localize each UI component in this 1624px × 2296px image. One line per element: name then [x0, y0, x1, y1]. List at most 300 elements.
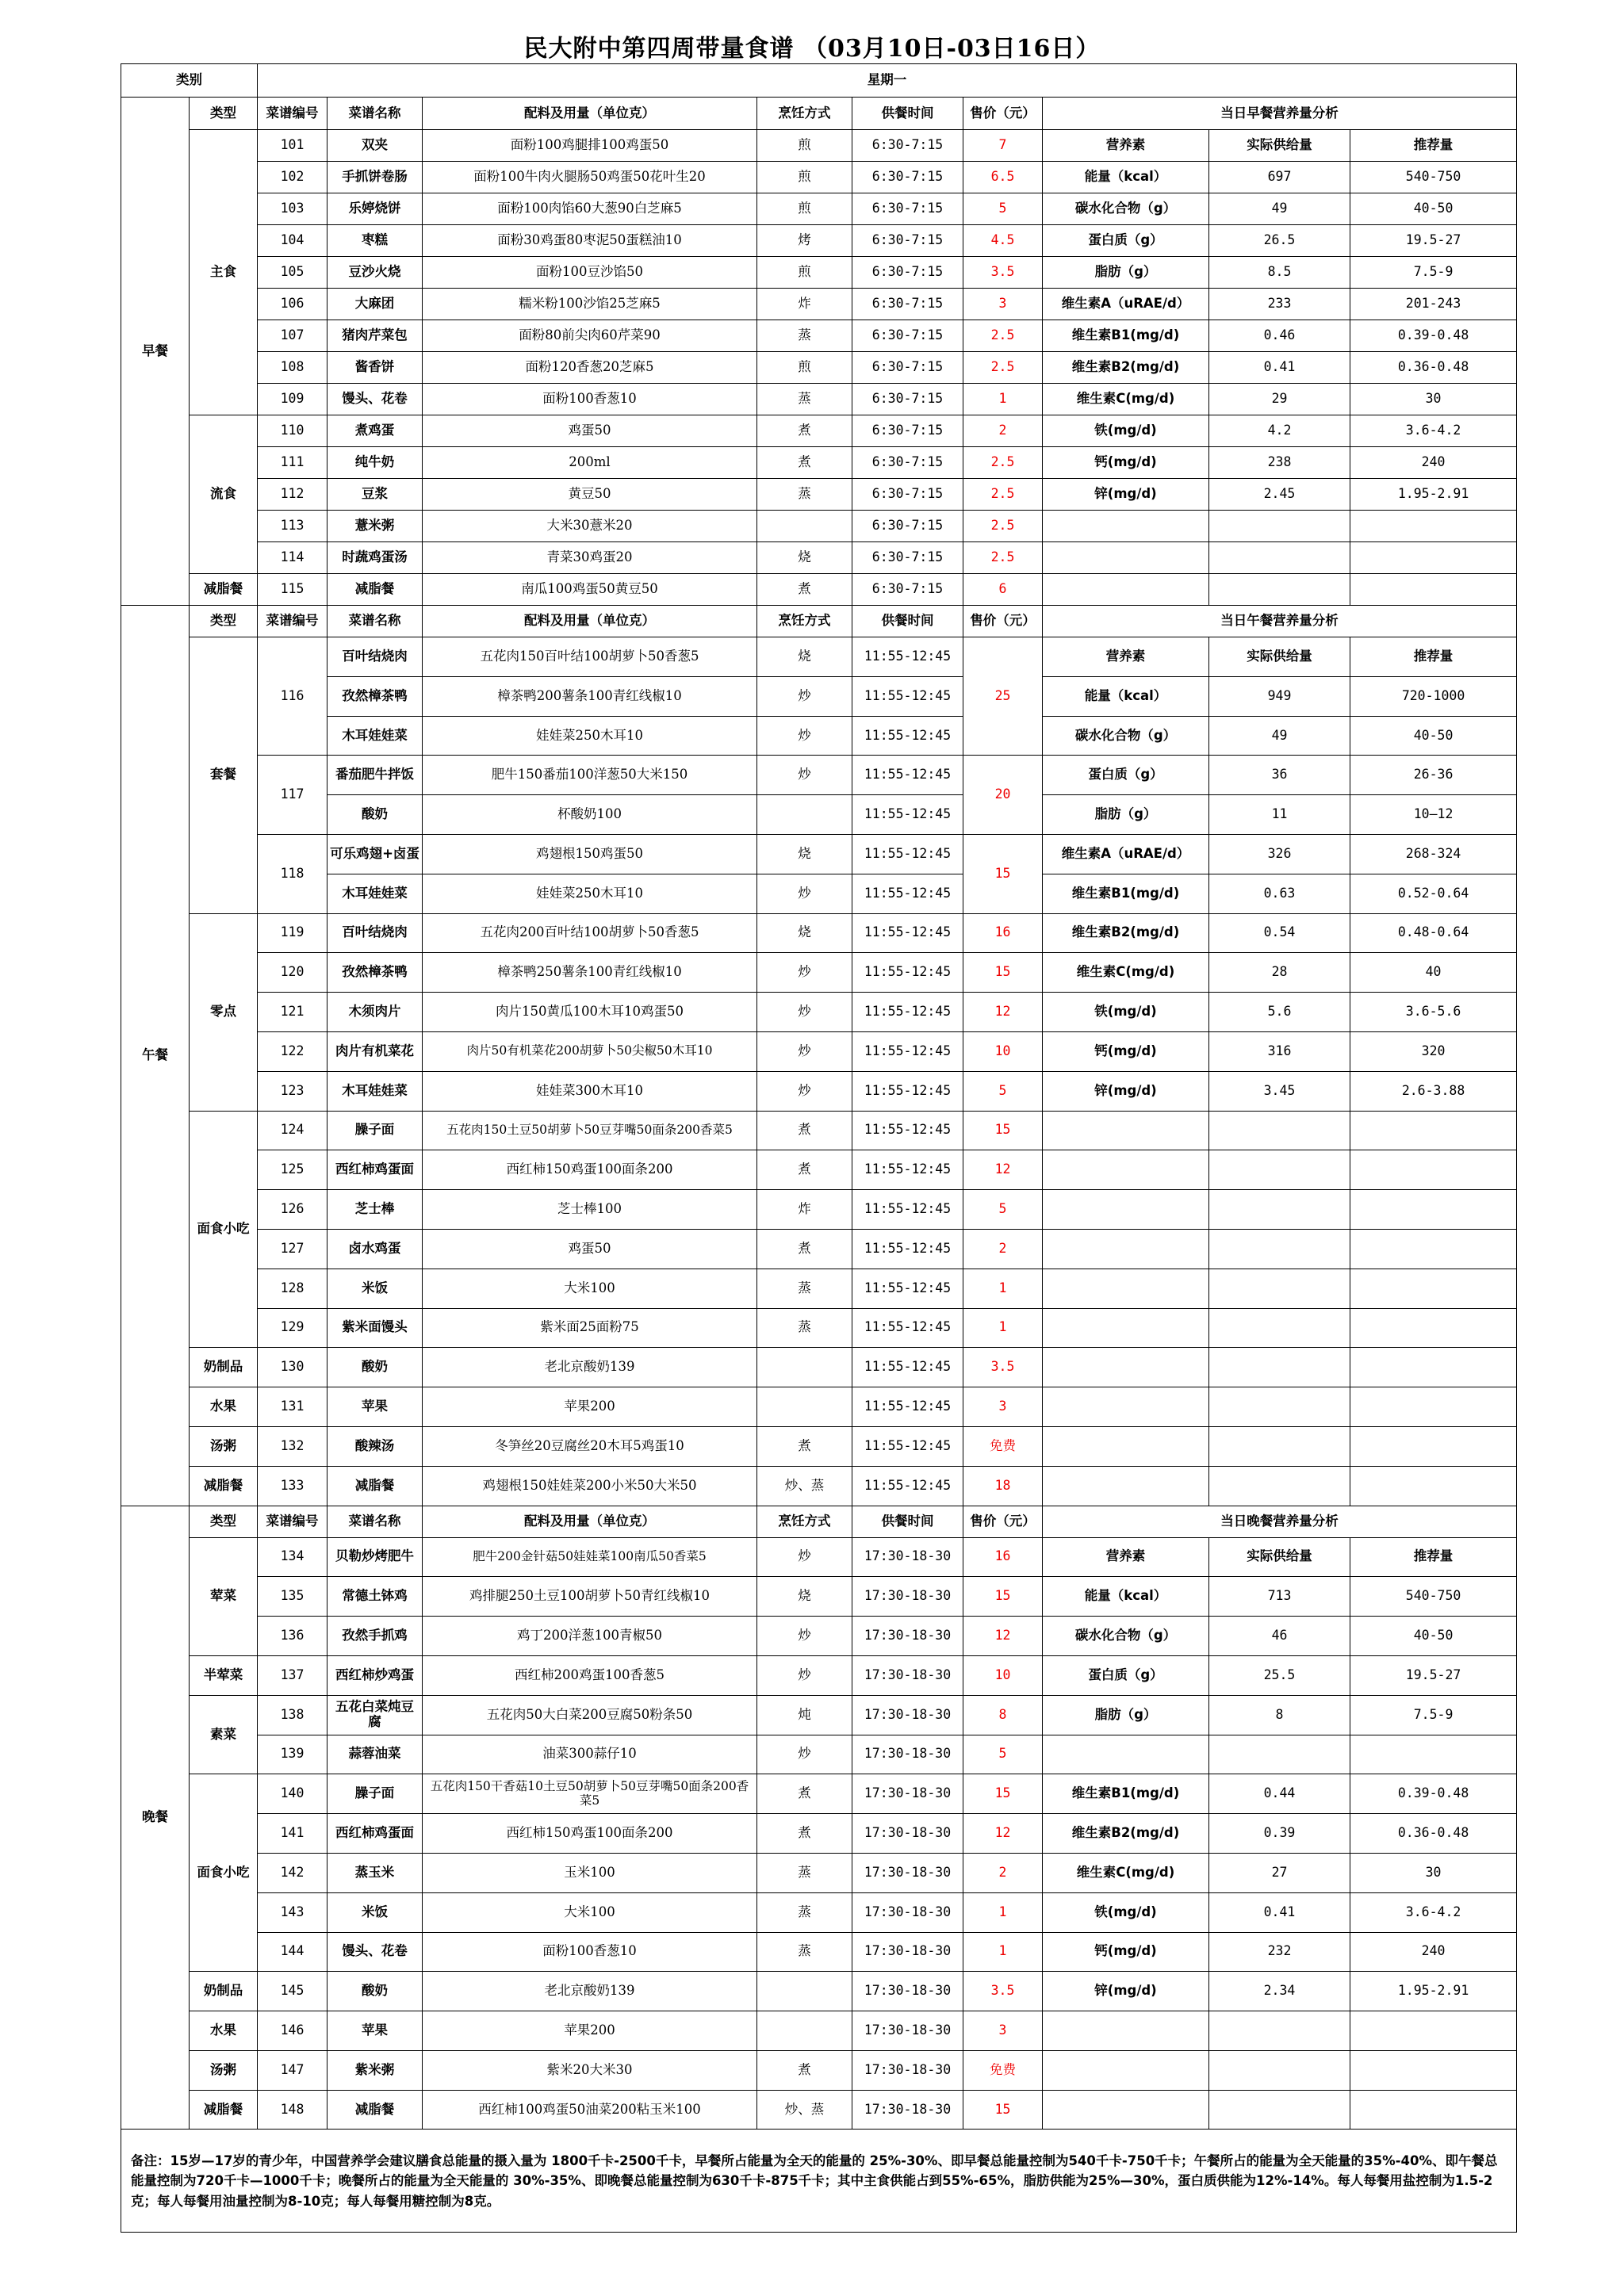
column-header: 烹饪方式	[757, 98, 852, 130]
nutrient-actual: 0.39	[1209, 1814, 1350, 1854]
table-row	[121, 1387, 1517, 1427]
empty-cell	[1350, 1735, 1517, 1774]
empty-cell	[1209, 542, 1350, 574]
nutrient-recommended: 10—12	[1350, 795, 1517, 835]
serving-time: 11:55-12:45	[852, 716, 963, 756]
meal-type: 半荤菜	[190, 1655, 258, 1695]
price: 2.5	[963, 511, 1043, 542]
empty-cell	[1209, 2011, 1350, 2051]
table-row	[121, 1466, 1517, 1506]
nutrient-actual: 232	[1209, 1932, 1350, 1972]
cooking-method: 炒	[757, 756, 852, 795]
table-row	[121, 1031, 1517, 1071]
cooking-method: 煎	[757, 130, 852, 162]
table-row	[121, 1308, 1517, 1348]
nutrient-recommended: 720-1000	[1350, 676, 1517, 716]
meal-type: 荤菜	[190, 1537, 258, 1655]
dish-name: 常德土钵鸡	[327, 1577, 423, 1617]
nutrient-recommended: 30	[1350, 1853, 1517, 1892]
dish-name: 时蔬鸡蛋汤	[327, 542, 423, 574]
dish-name: 减脂餐	[327, 2090, 423, 2130]
empty-cell	[1350, 2011, 1517, 2051]
cooking-method	[757, 1972, 852, 2011]
price: 2	[963, 1853, 1043, 1892]
cooking-method: 蒸	[757, 1269, 852, 1308]
serving-time: 17:30-18-30	[852, 2050, 963, 2090]
meal-type: 套餐	[190, 637, 258, 914]
serving-time: 11:55-12:45	[852, 993, 963, 1032]
dish-id: 119	[258, 913, 327, 953]
table-row	[121, 1190, 1517, 1230]
footnote: 备注：15岁—17岁的青少年，中国营养学会建议膳食总能量的摄入量为 1800千卡-2500千卡，早餐所占能量为全天的能量的 25%-30%、即早餐总能量控制为540千卡-750千卡；午餐所占的能量为全天能量的35%-40%、即午餐总能量控制为720千卡—1000千卡；晚餐所占的能量为全天能量的 30%-35%、即晚餐总能量控制为630千卡-875千卡；其中主食供能占到55%-65%，脂肪供能为25%—30%，蛋白质供能为12%-14%。每人每餐用盐控制为1.5-2克；每人每餐用油量控制为8-10克；每人每餐用糖控制为8克。	[121, 2130, 1517, 2233]
ingredients: 鸡翅根150鸡蛋50	[423, 834, 757, 874]
nutrient-actual: 0.63	[1209, 874, 1350, 913]
nutrient-name: 维生素A（uRAE/d）	[1043, 289, 1209, 320]
empty-cell	[1350, 1269, 1517, 1308]
nutrient-actual: 25.5	[1209, 1655, 1350, 1695]
meal-type: 面食小吃	[190, 1774, 258, 1972]
ingredients: 鸡蛋50	[423, 1229, 757, 1269]
cooking-method	[757, 795, 852, 835]
price: 4.5	[963, 225, 1043, 257]
ingredients: 黄豆50	[423, 479, 757, 511]
empty-cell	[1209, 1229, 1350, 1269]
nutrient-recommended: 1.95-2.91	[1350, 1972, 1517, 2011]
meal-type: 减脂餐	[190, 1466, 258, 1506]
nutrient-actual: 3.45	[1209, 1071, 1350, 1111]
nutrient-actual: 2.45	[1209, 479, 1350, 511]
nutrient-recommended: 0.36-0.48	[1350, 352, 1517, 384]
serving-time: 6:30-7:15	[852, 320, 963, 352]
serving-time: 17:30-18-30	[852, 1577, 963, 1617]
serving-time: 17:30-18-30	[852, 1617, 963, 1656]
dish-id: 139	[258, 1735, 327, 1774]
empty-cell	[1350, 1308, 1517, 1348]
nutrient-name: 蛋白质（g）	[1043, 756, 1209, 795]
empty-cell	[1350, 1229, 1517, 1269]
dish-id: 114	[258, 542, 327, 574]
cooking-method: 煎	[757, 352, 852, 384]
serving-time: 17:30-18-30	[852, 1774, 963, 1814]
empty-cell	[1043, 1269, 1209, 1308]
empty-cell	[1043, 1426, 1209, 1466]
dish-id: 136	[258, 1617, 327, 1656]
empty-cell	[1043, 1387, 1209, 1427]
price: 6.5	[963, 162, 1043, 193]
table-row	[121, 1111, 1517, 1150]
cooking-method: 炒	[757, 1735, 852, 1774]
cooking-method: 炒、蒸	[757, 1466, 852, 1506]
column-header: 类型	[190, 1506, 258, 1537]
dish-id: 134	[258, 1537, 327, 1577]
cooking-method: 烧	[757, 542, 852, 574]
nutrient-name: 维生素C(mg/d)	[1043, 1853, 1209, 1892]
price: 7	[963, 130, 1043, 162]
serving-time: 6:30-7:15	[852, 574, 963, 606]
serving-time: 11:55-12:45	[852, 1229, 963, 1269]
nutrient-actual: 11	[1209, 795, 1350, 835]
dish-name: 百叶结烧肉	[327, 637, 423, 677]
nutrient-recommended: 201-243	[1350, 289, 1517, 320]
ingredients: 油菜300蒜仔10	[423, 1735, 757, 1774]
table-row	[121, 834, 1517, 874]
ingredients: 糯米粉100沙馅25芝麻5	[423, 289, 757, 320]
cooking-method: 炒	[757, 953, 852, 993]
table-row	[121, 1537, 1517, 1577]
cooking-method: 蒸	[757, 320, 852, 352]
column-header: 供餐时间	[852, 606, 963, 637]
column-header: 售价（元）	[963, 1506, 1043, 1537]
price: 15	[963, 1774, 1043, 1814]
serving-time: 11:55-12:45	[852, 1308, 963, 1348]
meal-type: 零点	[190, 913, 258, 1111]
ingredients: 面粉100香葱10	[423, 1932, 757, 1972]
serving-time: 11:55-12:45	[852, 756, 963, 795]
dish-id: 133	[258, 1466, 327, 1506]
cooking-method: 炒	[757, 1617, 852, 1656]
nutrient-actual: 316	[1209, 1031, 1350, 1071]
nutrient-recommended: 540-750	[1350, 162, 1517, 193]
column-header: 烹饪方式	[757, 1506, 852, 1537]
dish-id: 105	[258, 257, 327, 289]
dish-id: 106	[258, 289, 327, 320]
nutrition-title: 当日早餐营养量分析	[1043, 98, 1517, 130]
ingredients: 鸡翅根150娃娃菜200小米50大米50	[423, 1466, 757, 1506]
empty-cell	[1043, 1466, 1209, 1506]
price: 2	[963, 415, 1043, 447]
serving-time: 6:30-7:15	[852, 225, 963, 257]
nutrient-name: 维生素B1(mg/d)	[1043, 1774, 1209, 1814]
cooking-method: 炸	[757, 1190, 852, 1230]
empty-cell	[1043, 1308, 1209, 1348]
table-row	[121, 874, 1517, 913]
table-row	[121, 257, 1517, 289]
empty-cell	[1209, 1190, 1350, 1230]
dish-name: 大麻团	[327, 289, 423, 320]
dish-id: 128	[258, 1269, 327, 1308]
dish-name: 五花白菜炖豆腐	[327, 1695, 423, 1735]
dish-name: 木耳娃娃菜	[327, 1071, 423, 1111]
nutrient-recommended: 40	[1350, 953, 1517, 993]
table-row	[121, 479, 1517, 511]
price: 2.5	[963, 320, 1043, 352]
cooking-method	[757, 2011, 852, 2051]
table-row	[121, 98, 1517, 130]
cooking-method: 蒸	[757, 1892, 852, 1932]
serving-time: 11:55-12:45	[852, 953, 963, 993]
nutrient-name: 铁(mg/d)	[1043, 1892, 1209, 1932]
nutrient-recommended: 2.6-3.88	[1350, 1071, 1517, 1111]
column-header: 供餐时间	[852, 98, 963, 130]
price: 2.5	[963, 352, 1043, 384]
empty-cell	[1209, 574, 1350, 606]
table-row	[121, 1695, 1517, 1735]
empty-cell	[1043, 574, 1209, 606]
nutrient-name: 碳水化合物（g）	[1043, 1617, 1209, 1656]
price: 15	[963, 834, 1043, 913]
nutrient-recommended: 3.6-4.2	[1350, 415, 1517, 447]
price: 3	[963, 1387, 1043, 1427]
empty-cell	[1209, 1269, 1350, 1308]
nutrient-name: 脂肪（g）	[1043, 1695, 1209, 1735]
empty-cell	[1350, 574, 1517, 606]
table-row	[121, 574, 1517, 606]
price: 15	[963, 1111, 1043, 1150]
serving-time: 6:30-7:15	[852, 193, 963, 225]
price: 3	[963, 289, 1043, 320]
price: 2.5	[963, 479, 1043, 511]
price: 3	[963, 2011, 1043, 2051]
serving-time: 11:55-12:45	[852, 676, 963, 716]
breakfast-label: 早餐	[121, 98, 190, 606]
dish-name: 西红柿鸡蛋面	[327, 1150, 423, 1190]
table-row	[121, 193, 1517, 225]
meal-type: 减脂餐	[190, 2090, 258, 2130]
dish-name: 木耳娃娃菜	[327, 716, 423, 756]
table-row	[121, 352, 1517, 384]
dish-id: 117	[258, 756, 327, 835]
cooking-method: 煎	[757, 257, 852, 289]
dish-name: 酸奶	[327, 795, 423, 835]
dish-name: 纯牛奶	[327, 447, 423, 479]
serving-time: 6:30-7:15	[852, 289, 963, 320]
dish-id: 108	[258, 352, 327, 384]
cooking-method: 炒	[757, 993, 852, 1032]
table-row	[121, 1774, 1517, 1814]
empty-cell	[1209, 1348, 1350, 1387]
dish-id: 140	[258, 1774, 327, 1814]
cooking-method: 煎	[757, 193, 852, 225]
nutrient-actual: 697	[1209, 162, 1350, 193]
serving-time: 6:30-7:15	[852, 257, 963, 289]
table-row	[121, 320, 1517, 352]
dish-id: 145	[258, 1972, 327, 2011]
serving-time: 17:30-18-30	[852, 2011, 963, 2051]
dish-id: 142	[258, 1853, 327, 1892]
nutrient-recommended: 30	[1350, 384, 1517, 415]
ingredients: 鸡蛋50	[423, 415, 757, 447]
ingredients: 老北京酸奶139	[423, 1972, 757, 2011]
serving-time: 6:30-7:15	[852, 352, 963, 384]
serving-time: 11:55-12:45	[852, 913, 963, 953]
table-row	[121, 384, 1517, 415]
empty-cell	[1043, 1229, 1209, 1269]
dish-name: 双夹	[327, 130, 423, 162]
empty-cell	[1350, 1150, 1517, 1190]
ingredients: 鸡丁200洋葱100青椒50	[423, 1617, 757, 1656]
serving-time: 17:30-18-30	[852, 1735, 963, 1774]
serving-time: 11:55-12:45	[852, 1071, 963, 1111]
nutrition-header: 推荐量	[1350, 1537, 1517, 1577]
ingredients: 肥牛150番茄100洋葱50大米150	[423, 756, 757, 795]
price: 5	[963, 1071, 1043, 1111]
table-row	[121, 162, 1517, 193]
nutrient-name: 碳水化合物（g）	[1043, 193, 1209, 225]
column-header: 烹饪方式	[757, 606, 852, 637]
empty-cell	[1350, 2090, 1517, 2130]
table-row	[121, 1229, 1517, 1269]
ingredients: 冬笋丝20豆腐丝20木耳5鸡蛋10	[423, 1426, 757, 1466]
serving-time: 6:30-7:15	[852, 479, 963, 511]
cooking-method: 蒸	[757, 384, 852, 415]
serving-time: 6:30-7:15	[852, 542, 963, 574]
table-row	[121, 415, 1517, 447]
serving-time: 17:30-18-30	[852, 1537, 963, 1577]
table-row	[121, 2090, 1517, 2130]
dish-name: 苹果	[327, 2011, 423, 2051]
ingredients: 肉片50有机菜花200胡萝卜50尖椒50木耳10	[423, 1031, 757, 1071]
ingredients: 肉片150黄瓜100木耳10鸡蛋50	[423, 993, 757, 1032]
empty-cell	[1043, 2011, 1209, 2051]
nutrient-recommended: 320	[1350, 1031, 1517, 1071]
ingredients: 面粉80前尖肉60芹菜90	[423, 320, 757, 352]
nutrient-recommended: 19.5-27	[1350, 1655, 1517, 1695]
nutrient-name: 维生素B2(mg/d)	[1043, 352, 1209, 384]
nutrient-name: 锌(mg/d)	[1043, 1972, 1209, 2011]
serving-time: 6:30-7:15	[852, 384, 963, 415]
empty-cell	[1350, 1111, 1517, 1150]
dish-name: 卤水鸡蛋	[327, 1229, 423, 1269]
dish-name: 芝士棒	[327, 1190, 423, 1230]
serving-time: 6:30-7:15	[852, 130, 963, 162]
dish-name: 紫米粥	[327, 2050, 423, 2090]
empty-cell	[1209, 511, 1350, 542]
nutrition-header: 实际供给量	[1209, 130, 1350, 162]
nutrient-actual: 28	[1209, 953, 1350, 993]
nutrient-recommended: 0.39-0.48	[1350, 1774, 1517, 1814]
nutrient-name: 维生素B2(mg/d)	[1043, 1814, 1209, 1854]
nutrient-name: 能量（kcal）	[1043, 676, 1209, 716]
nutrient-name: 铁(mg/d)	[1043, 993, 1209, 1032]
category-header: 类别	[121, 64, 258, 98]
column-header: 菜谱编号	[258, 606, 327, 637]
cooking-method: 蒸	[757, 1308, 852, 1348]
serving-time: 17:30-18-30	[852, 1695, 963, 1735]
nutrient-actual: 29	[1209, 384, 1350, 415]
dish-id: 135	[258, 1577, 327, 1617]
serving-time: 6:30-7:15	[852, 511, 963, 542]
column-header: 菜谱编号	[258, 1506, 327, 1537]
empty-cell	[1209, 1735, 1350, 1774]
nutrient-actual: 4.2	[1209, 415, 1350, 447]
nutrient-name: 维生素A（uRAE/d）	[1043, 834, 1209, 874]
meal-type: 水果	[190, 1387, 258, 1427]
price: 15	[963, 1577, 1043, 1617]
dish-id: 101	[258, 130, 327, 162]
nutrient-actual: 49	[1209, 716, 1350, 756]
dish-name: 豆沙火烧	[327, 257, 423, 289]
dish-name: 酸辣汤	[327, 1426, 423, 1466]
ingredients: 大米30薏米20	[423, 511, 757, 542]
nutrient-actual: 2.34	[1209, 1972, 1350, 2011]
cooking-method: 煮	[757, 1111, 852, 1150]
cooking-method	[757, 1387, 852, 1427]
dish-name: 臊子面	[327, 1111, 423, 1150]
cooking-method: 炒	[757, 716, 852, 756]
table-row	[121, 716, 1517, 756]
serving-time: 11:55-12:45	[852, 1348, 963, 1387]
table-row	[121, 1932, 1517, 1972]
cooking-method: 炸	[757, 289, 852, 320]
price: 1	[963, 1308, 1043, 1348]
table-row	[121, 1577, 1517, 1617]
table-row	[121, 289, 1517, 320]
table-row	[121, 1892, 1517, 1932]
dish-id: 129	[258, 1308, 327, 1348]
nutrient-name: 能量（kcal）	[1043, 162, 1209, 193]
dish-id: 110	[258, 415, 327, 447]
dish-id: 115	[258, 574, 327, 606]
ingredients: 杯酸奶100	[423, 795, 757, 835]
table-row	[121, 1150, 1517, 1190]
serving-time: 6:30-7:15	[852, 447, 963, 479]
ingredients: 娃娃菜300木耳10	[423, 1071, 757, 1111]
nutrition-title: 当日午餐营养量分析	[1043, 606, 1517, 637]
cooking-method: 蒸	[757, 1853, 852, 1892]
serving-time: 17:30-18-30	[852, 1972, 963, 2011]
empty-cell	[1043, 2050, 1209, 2090]
table-row	[121, 913, 1517, 953]
nutrient-recommended: 7.5-9	[1350, 1695, 1517, 1735]
empty-cell	[1350, 1190, 1517, 1230]
price: 10	[963, 1655, 1043, 1695]
empty-cell	[1043, 1190, 1209, 1230]
serving-time: 6:30-7:15	[852, 415, 963, 447]
nutrition-header: 推荐量	[1350, 130, 1517, 162]
ingredients: 面粉100豆沙馅50	[423, 257, 757, 289]
dish-id: 144	[258, 1932, 327, 1972]
ingredients: 苹果200	[423, 1387, 757, 1427]
ingredients: 南瓜100鸡蛋50黄豆50	[423, 574, 757, 606]
dish-id: 118	[258, 834, 327, 913]
nutrient-recommended: 26-36	[1350, 756, 1517, 795]
cooking-method: 炒、蒸	[757, 2090, 852, 2130]
ingredients: 樟茶鸭250薯条100青红线椒10	[423, 953, 757, 993]
nutrient-name: 蛋白质（g）	[1043, 225, 1209, 257]
price: 6	[963, 574, 1043, 606]
meal-type: 素菜	[190, 1695, 258, 1774]
nutrient-recommended: 240	[1350, 447, 1517, 479]
empty-cell	[1209, 1111, 1350, 1150]
dish-id: 109	[258, 384, 327, 415]
cooking-method: 炒	[757, 676, 852, 716]
price: 15	[963, 2090, 1043, 2130]
dish-name: 贝勒炒烤肥牛	[327, 1537, 423, 1577]
column-header: 售价（元）	[963, 98, 1043, 130]
ingredients: 青菜30鸡蛋20	[423, 542, 757, 574]
serving-time: 11:55-12:45	[852, 1426, 963, 1466]
price: 2.5	[963, 542, 1043, 574]
empty-cell	[1209, 1387, 1350, 1427]
cooking-method: 蒸	[757, 479, 852, 511]
empty-cell	[1043, 1735, 1209, 1774]
price: 10	[963, 1031, 1043, 1071]
serving-time: 11:55-12:45	[852, 1387, 963, 1427]
nutrient-recommended: 40-50	[1350, 193, 1517, 225]
empty-cell	[1043, 542, 1209, 574]
table-row	[121, 1735, 1517, 1774]
meal-type: 减脂餐	[190, 574, 258, 606]
nutrient-recommended: 0.52-0.64	[1350, 874, 1517, 913]
table-row	[121, 795, 1517, 835]
cooking-method: 炒	[757, 1655, 852, 1695]
nutrition-title: 当日晚餐营养量分析	[1043, 1506, 1517, 1537]
dish-id: 116	[258, 637, 327, 756]
column-header: 配料及用量（单位克）	[423, 98, 757, 130]
price: 16	[963, 1537, 1043, 1577]
dish-name: 肉片有机菜花	[327, 1031, 423, 1071]
cooking-method: 蒸	[757, 1932, 852, 1972]
